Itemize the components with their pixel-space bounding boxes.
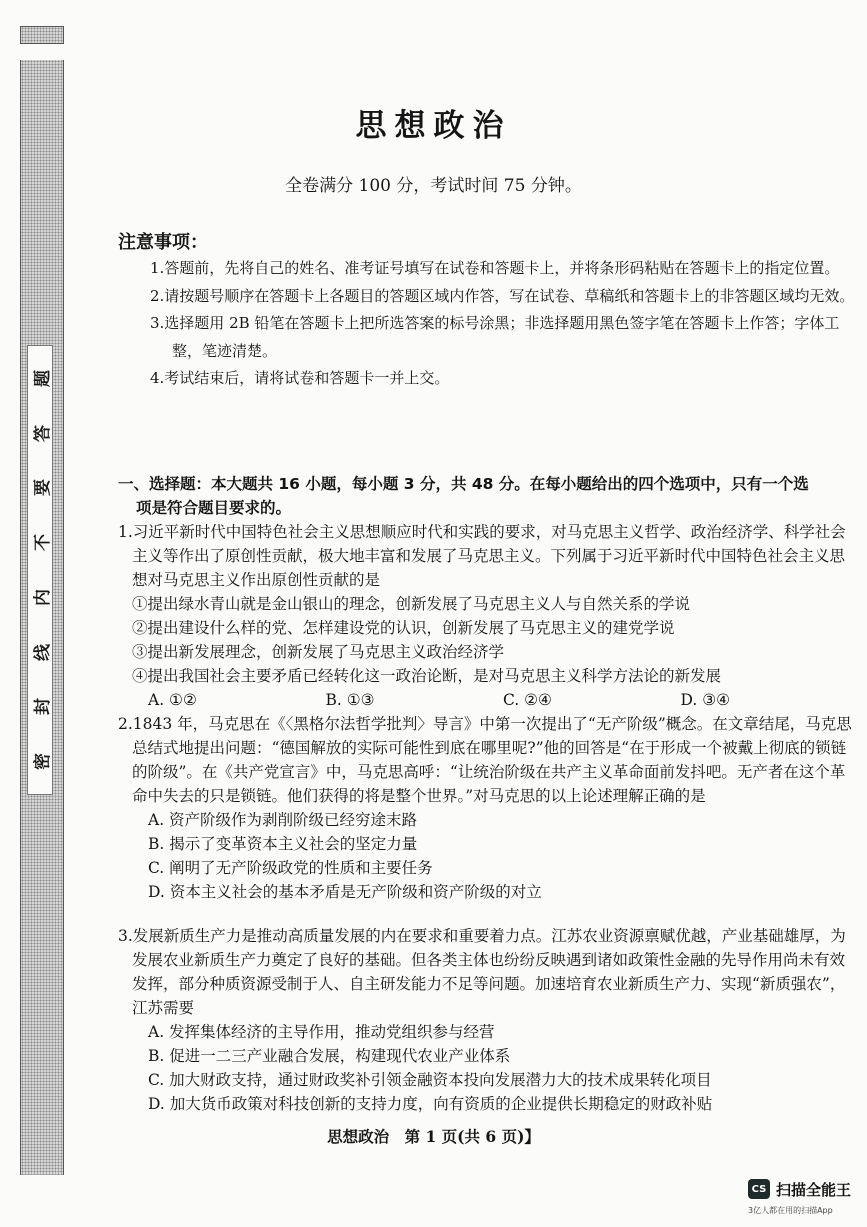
- option-d: D. 资本主义社会的基本矛盾是无产阶级和资产阶级的对立: [148, 883, 542, 901]
- page-footer: 思想政治 第 1 页(共 6 页)】: [327, 1127, 540, 1146]
- watermark-name: 扫描全能王: [776, 1181, 852, 1199]
- option-c: C. 加大财政支持，通过财政奖补引领金融资本投向发展潜力大的技术成果转化项目: [148, 1071, 712, 1089]
- statement: ④提出我国社会主要矛盾已经转化这一政治论断，是对马克思主义科学方法论的新发展: [132, 667, 722, 685]
- question-stem: 1.习近平新时代中国特色社会主义思想顺应时代和实践的要求，对马克思主义哲学、政治经济学、科学社会主义等作出了原创性贡献，极大地丰富和发展了马克思主义。下列属于习近平新时代中国特色社会主义思想对马克思主义作出原创性贡献的是: [118, 523, 846, 589]
- seal-char: 封: [32, 698, 53, 716]
- option-a: A. 发挥集体经济的主导作用，推动党组织参与经营: [148, 1023, 495, 1041]
- option-c: C. ②④: [503, 691, 552, 709]
- question-2: [118, 712, 858, 904]
- option-b: B. ①③: [325, 691, 375, 709]
- camscanner-logo-icon: CS: [748, 1179, 770, 1199]
- notice-heading: 注意事项：: [118, 232, 208, 253]
- option-d: D. ③④: [680, 691, 731, 709]
- binding-margin-top: [20, 26, 64, 44]
- seal-char: 密: [32, 752, 53, 770]
- notice-item: 1.答题前，先将自己的姓名、准考证号填写在试卷和答题卡上，并将条形码粘贴在答题卡上的指定位置。: [150, 259, 840, 277]
- question-1: [118, 520, 858, 712]
- section-heading-line2: 项是符合题目要求的。: [136, 499, 292, 517]
- seal-char: 线: [32, 643, 53, 661]
- notice-item: 3.选择题用 2B 铅笔在答题卡上把所选答案的标号涂黑；非选择题用黑色签字笔在答题卡上作答；字体工整，笔迹清楚。: [150, 314, 840, 360]
- seal-char: 要: [32, 479, 53, 497]
- question-3: [118, 924, 858, 1116]
- seal-char: 题: [32, 370, 53, 387]
- exam-title: 思想政治: [355, 108, 512, 144]
- option-a: A. ①②: [148, 691, 197, 709]
- statement: ③提出新发展理念，创新发展了马克思主义政治经济学: [132, 643, 505, 661]
- seal-line-box: [27, 345, 53, 795]
- statement: ①提出绿水青山就是金山银山的理念，创新发展了马克思主义人与自然关系的学说: [132, 595, 691, 613]
- question-stem: 2.1843 年，马克思在《〈黑格尔法哲学批判〉导言》中第一次提出了“无产阶级”概念。在文章结尾，马克思总结式地提出问题：“德国解放的实际可能性到底在哪里呢?”他的回答是“在于形成一个被戴上彻底的锁链的阶级”。在《共产党宣言》中，马克思高呼：“让统治阶级在共产主义革命面前发抖吧。无产者在这个革命中失去的只是锁链。他们获得的将是整个世界。”对马克思的以上论述理解正确的是: [118, 715, 852, 805]
- seal-char: 内: [32, 588, 53, 606]
- notice-item: 2.请按题号顺序在答题卡上各题目的答题区域内作答，写在试卷、草稿纸和答题卡上的非答题区域均无效。: [150, 286, 855, 305]
- statement: ②提出建设什么样的党、怎样建设党的认识，创新发展了马克思主义的建党学说: [132, 619, 675, 637]
- option-b: B. 揭示了变革资本主义社会的坚定力量: [148, 835, 418, 853]
- scanner-watermark: [748, 1177, 860, 1223]
- seal-char: 不: [32, 534, 53, 552]
- options-row: [118, 688, 858, 712]
- notice-list: [150, 255, 855, 393]
- exam-subtitle: 全卷满分 100 分，考试时间 75 分钟。: [285, 176, 582, 196]
- option-d: D. 加大货币政策对科技创新的支持力度，向有资质的企业提供长期稳定的财政补贴: [148, 1095, 713, 1113]
- option-a: A. 资产阶级作为剥削阶级已经穷途末路: [148, 811, 418, 829]
- watermark-tagline: 3亿人都在用的扫描App: [748, 1206, 833, 1215]
- option-c: C. 阐明了无产阶级政党的性质和主要任务: [148, 859, 433, 877]
- section-heading-line1: 一、选择题：本大题共 16 小题，每小题 3 分，共 48 分。在每小题给出的四个选项中，只有一个选: [118, 475, 809, 493]
- notice-item: 4.考试结束后，请将试卷和答题卡一并上交。: [150, 369, 450, 387]
- seal-char: 答: [32, 424, 53, 442]
- option-b: B. 促进一二三产业融合发展，构建现代农业产业体系: [148, 1047, 511, 1065]
- question-stem: 3.发展新质生产力是推动高质量发展的内在要求和重要着力点。江苏农业资源禀赋优越，产业基础雄厚，为发展农业新质生产力奠定了良好的基础。但各类主体也纷纷反映遇到诸如政策性金融的先导作用尚未有效发挥，部分种质资源受制于人、自主研发能力不足等问题。加速培育农业新质生产力、实现“新质强农”，江苏需要: [118, 927, 846, 1017]
- section-heading: [118, 472, 856, 520]
